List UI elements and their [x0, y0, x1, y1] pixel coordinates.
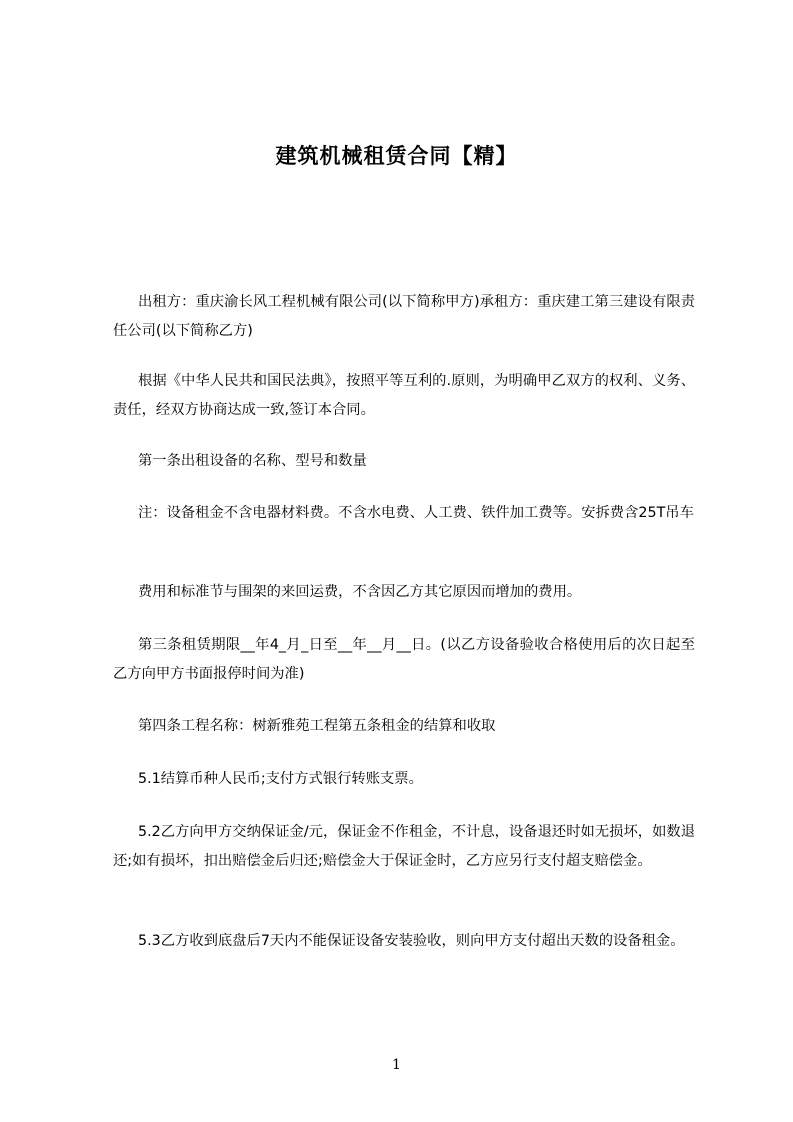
- paragraph-5-2: 5.2乙方向甲方交纳保证金/元，保证金不作租金，不计息，设备退还时如无损坏，如数退还;如有损坏，扣出赔偿金后归还;赔偿金大于保证金时，乙方应另行支付超支赔偿金。: [113, 824, 695, 869]
- paragraph-5-3: 5.3乙方收到底盘后7天内不能保证设备安装验收，则向甲方支付超出天数的设备租金。: [138, 933, 685, 949]
- paragraph-article-4: 第四条工程名称：树新雅苑工程第五条租金的结算和收取: [138, 718, 496, 734]
- paragraph-basis: 根据《中华人民共和国民法典》，按照平等互利的.原则，为明确甲乙双方的权利、义务、责任，经双方协商达成一致,签订本合同。: [113, 373, 695, 418]
- paragraph-fees: 费用和标准节与围架的来回运费，不含因乙方其它原因而增加的费用。: [138, 584, 582, 600]
- paragraph-note: 注：设备租金不含电器材料费。不含水电费、人工费、铁件加工费等。安拆费含25T吊车: [138, 505, 694, 521]
- paragraph-5-1: 5.1结算币种人民币;支付方式银行转账支票。: [138, 771, 423, 787]
- page-number: 1: [392, 1057, 401, 1073]
- paragraph-article-3: 第三条租赁期限__年4_月_日至__年__月__日。(以乙方设备验收合格使用后的次日起至乙方向甲方书面报停时间为准): [113, 637, 695, 682]
- paragraph-parties: 出租方：重庆渝长风工程机械有限公司(以下简称甲方)承租方：重庆建工第三建设有限责任公司(以下简称乙方): [113, 294, 695, 339]
- paragraph-article-1: 第一条出租设备的名称、型号和数量: [138, 453, 367, 469]
- document-title: 建筑机械租赁合同【精】: [275, 144, 518, 168]
